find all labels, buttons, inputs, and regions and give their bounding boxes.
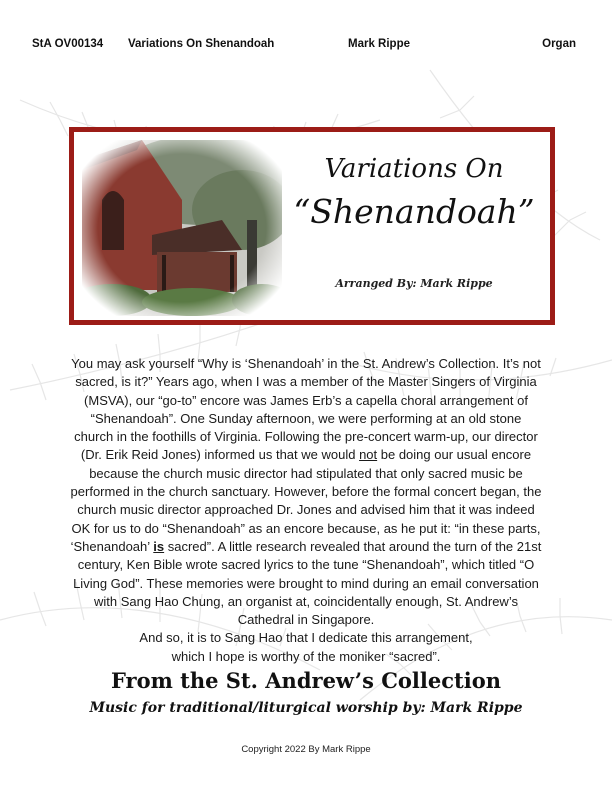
story-part-2: be doing our usual encore because the church music director had stipulated that only sacred music be performed in the church sanctuary. However, before the formal concert began, the church music director approached Dr. Jones and advised him that it was indeed OK for us to do “Shenandoah” as an encore because, as he put it: “in these parts, ‘Shenandoah’	[70, 447, 542, 554]
catalog-code: StA OV00134	[32, 38, 104, 50]
page-header	[30, 38, 582, 54]
story-part-1: You may ask yourself “Why is ‘Shenandoah’ in the St. Andrew’s Collection. It’s not sacred, is it?” Years ago, when I was a member of the Master Singers of Virginia (MSVA), our “go-to” encore was James Erb’s a capella choral arrangement of “Shenandoah”. One Sunday afternoon, we were performing at an old stone church in the foothills of Virginia. Following the pre-concert warm-up, our director (Dr. Erik Reid Jones) informed us that we would	[71, 356, 541, 463]
dedication-line-1: And so, it is to Sang Hao that I dedicate this arrangement,	[139, 630, 473, 646]
story-paragraph	[70, 355, 542, 666]
title-banner	[69, 127, 555, 325]
banner-title-line2: “Shenandoah”	[293, 192, 535, 231]
story-emphasized-word: is	[153, 538, 165, 554]
story-underlined-word: not	[359, 447, 378, 463]
arranger-credit: Arranged By: Mark Rippe	[335, 277, 493, 290]
collection-subtitle: Music for traditional/liturgical worship by: Mark Rippe	[89, 700, 523, 716]
dedication-line-2: which I hope is worthy of the moniker “sacred”.	[171, 648, 441, 664]
banner-title-line1: Variations On	[324, 154, 504, 184]
header-composer: Mark Rippe	[348, 38, 410, 50]
collection-title: From the St. Andrew’s Collection	[110, 668, 501, 693]
copyright-notice: Copyright 2022 By Mark Rippe	[241, 744, 371, 755]
header-instrument: Organ	[542, 38, 576, 50]
header-title: Variations On Shenandoah	[128, 38, 275, 50]
story-part-3: sacred”. A little research revealed that around the turn of the 21st century, Ken Bible wrote sacred lyrics to the tune “Shenandoah”, which titled “O Living God”. These memories were brought to mind during an email conversation with Sang Hao Chung, an organist at, coincidentally enough, St. Andrew’s Cathedral in Singapore.	[73, 538, 542, 628]
church-photo	[82, 140, 282, 316]
